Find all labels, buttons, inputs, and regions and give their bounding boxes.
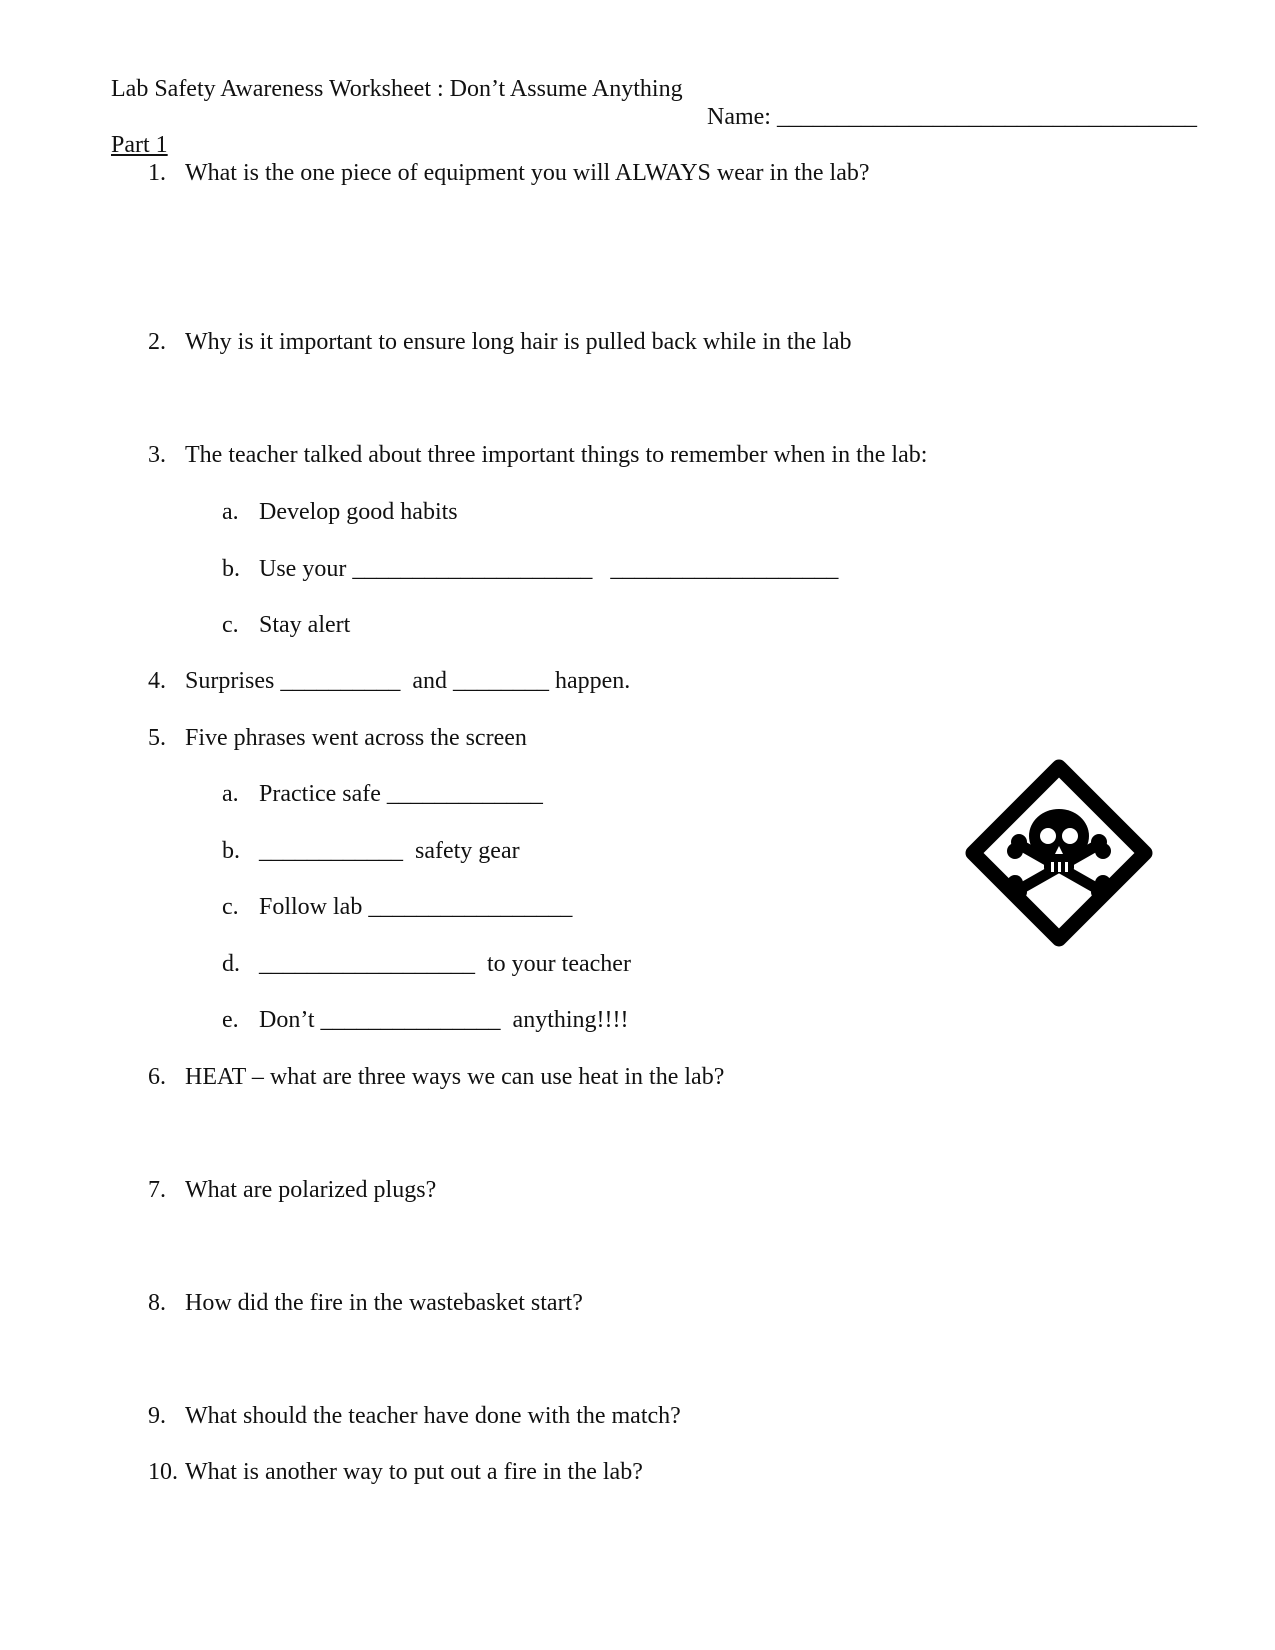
- question-number: 10.: [148, 1459, 178, 1485]
- question-text: The teacher talked about three important things to remember when in the lab:: [185, 442, 928, 468]
- subitem-text: Practice safe _____________: [259, 781, 543, 807]
- subitem-text: Don’t _______________ anything!!!!: [259, 1007, 629, 1033]
- question-number: 7.: [148, 1177, 166, 1203]
- worksheet-title: Lab Safety Awareness Worksheet : Don’t Assume Anything: [111, 76, 683, 102]
- question-text: Surprises __________ and ________ happen.: [185, 668, 631, 694]
- question-number: 9.: [148, 1403, 166, 1429]
- name-field: Name: ___________________________________: [707, 104, 1197, 130]
- question-text: What are polarized plugs?: [185, 1177, 437, 1203]
- subitem-text: Use your ____________________ ___________________: [259, 556, 839, 582]
- subitem-letter: a.: [222, 781, 239, 807]
- subitem-text: Stay alert: [259, 612, 351, 638]
- subitem-letter: b.: [222, 838, 240, 864]
- part-heading: Part 1: [111, 132, 168, 158]
- question-text: How did the fire in the wastebasket start?: [185, 1290, 583, 1316]
- subitem-letter: c.: [222, 894, 239, 920]
- subitem-text: Follow lab _________________: [259, 894, 573, 920]
- question-number: 8.: [148, 1290, 166, 1316]
- subitem-letter: a.: [222, 499, 239, 525]
- question-number: 5.: [148, 725, 166, 751]
- question-text: Why is it important to ensure long hair is pulled back while in the lab: [185, 329, 852, 355]
- subitem-text: ____________ safety gear: [259, 838, 520, 864]
- subitem-text: Develop good habits: [259, 499, 458, 525]
- subitem-letter: d.: [222, 951, 240, 977]
- question-text: What should the teacher have done with the match?: [185, 1403, 681, 1429]
- question-text: What is the one piece of equipment you will ALWAYS wear in the lab?: [185, 160, 870, 186]
- subitem-letter: c.: [222, 612, 239, 638]
- subitem-letter: e.: [222, 1007, 239, 1033]
- subitem-letter: b.: [222, 556, 240, 582]
- skull-crossbones-hazard-icon: [964, 758, 1154, 948]
- question-text: HEAT – what are three ways we can use heat in the lab?: [185, 1064, 725, 1090]
- question-text: Five phrases went across the screen: [185, 725, 527, 751]
- question-text: What is another way to put out a fire in the lab?: [185, 1459, 643, 1485]
- question-number: 6.: [148, 1064, 166, 1090]
- subitem-text: __________________ to your teacher: [259, 951, 631, 977]
- question-number: 2.: [148, 329, 166, 355]
- question-number: 1.: [148, 160, 166, 186]
- question-number: 3.: [148, 442, 166, 468]
- question-number: 4.: [148, 668, 166, 694]
